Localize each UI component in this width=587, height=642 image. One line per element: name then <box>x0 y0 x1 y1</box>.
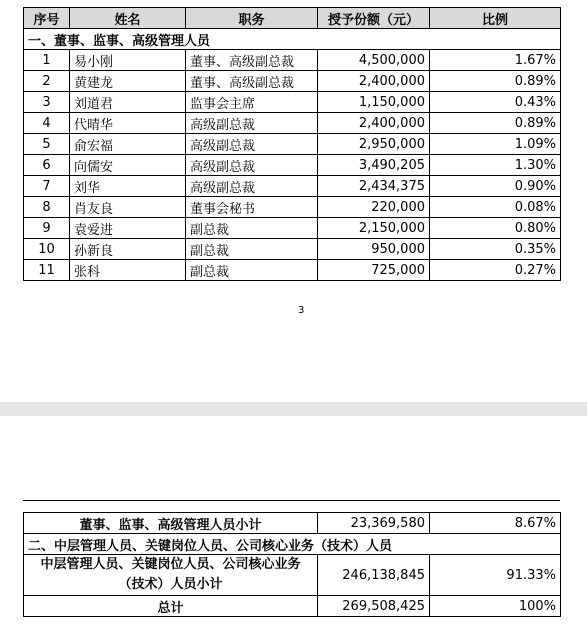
row-ratio: 0.08% <box>430 197 561 218</box>
row-ratio: 0.35% <box>430 239 561 260</box>
total-ratio: 100% <box>430 596 561 617</box>
row-name: 刘道君 <box>70 92 186 113</box>
row-name: 刘华 <box>70 176 186 197</box>
row-name: 向儒安 <box>70 155 186 176</box>
row-position: 副总裁 <box>186 260 318 281</box>
row-ratio: 0.43% <box>430 92 561 113</box>
section2-title: 二、中层管理人员、关键岗位人员、公司核心业务（技术）人员 <box>24 534 561 555</box>
subtotal2-label-line2: （技术）人员小计 <box>118 577 223 592</box>
row-ratio: 0.89% <box>430 71 561 92</box>
subtotal2-shares: 246,138,845 <box>318 555 430 596</box>
table-top-rule <box>23 500 560 501</box>
header-name: 姓名 <box>70 8 186 29</box>
row-no: 11 <box>24 260 70 281</box>
total-label: 总计 <box>24 596 318 617</box>
row-no: 8 <box>24 197 70 218</box>
row-shares: 4,500,000 <box>318 50 430 71</box>
row-shares: 950,000 <box>318 239 430 260</box>
row-shares: 3,490,205 <box>318 155 430 176</box>
row-position: 高级副总裁 <box>186 155 318 176</box>
row-name: 孙新良 <box>70 239 186 260</box>
row-no: 4 <box>24 113 70 134</box>
table-row <box>24 50 561 71</box>
table-row <box>24 197 561 218</box>
page-break <box>0 402 587 416</box>
row-ratio: 1.67% <box>430 50 561 71</box>
row-name: 黄建龙 <box>70 71 186 92</box>
header-no: 序号 <box>24 8 70 29</box>
row-no: 2 <box>24 71 70 92</box>
row-name: 袁爱进 <box>70 218 186 239</box>
row-ratio: 0.27% <box>430 260 561 281</box>
table-row <box>24 134 561 155</box>
row-position: 监事会主席 <box>186 92 318 113</box>
grant-table-part2 <box>23 512 561 617</box>
row-no: 1 <box>24 50 70 71</box>
row-shares: 2,150,000 <box>318 218 430 239</box>
row-name: 易小刚 <box>70 50 186 71</box>
total-shares: 269,508,425 <box>318 596 430 617</box>
header-position: 职务 <box>186 8 318 29</box>
header-shares: 授予份额（元） <box>318 8 430 29</box>
row-position: 高级副总裁 <box>186 113 318 134</box>
section1-title: 一、董事、监事、高级管理人员 <box>24 29 561 50</box>
page-number: 3 <box>298 305 305 316</box>
row-no: 7 <box>24 176 70 197</box>
subtotal-row <box>24 555 561 596</box>
row-position: 董事、高级副总裁 <box>186 50 318 71</box>
row-position: 副总裁 <box>186 218 318 239</box>
row-shares: 1,150,000 <box>318 92 430 113</box>
table-row <box>24 176 561 197</box>
table-row <box>24 113 561 134</box>
row-ratio: 0.80% <box>430 218 561 239</box>
row-shares: 2,434,375 <box>318 176 430 197</box>
row-position: 高级副总裁 <box>186 134 318 155</box>
row-name: 张科 <box>70 260 186 281</box>
row-ratio: 0.89% <box>430 113 561 134</box>
row-name: 俞宏福 <box>70 134 186 155</box>
row-no: 5 <box>24 134 70 155</box>
header-ratio: 比例 <box>430 8 561 29</box>
row-no: 6 <box>24 155 70 176</box>
subtotal2-ratio: 91.33% <box>430 555 561 596</box>
row-shares: 2,950,000 <box>318 134 430 155</box>
table-header-row <box>24 8 561 29</box>
table-row <box>24 239 561 260</box>
row-shares: 725,000 <box>318 260 430 281</box>
row-position: 副总裁 <box>186 239 318 260</box>
row-ratio: 1.30% <box>430 155 561 176</box>
row-shares: 220,000 <box>318 197 430 218</box>
subtotal1-ratio: 8.67% <box>430 513 561 534</box>
subtotal2-label-line1: 中层管理人员、关键岗位人员、公司核心业务 <box>40 557 301 572</box>
row-shares: 2,400,000 <box>318 113 430 134</box>
section-row <box>24 534 561 555</box>
row-name: 代晴华 <box>70 113 186 134</box>
row-no: 10 <box>24 239 70 260</box>
grant-table-part1 <box>23 7 561 281</box>
section-row <box>24 29 561 50</box>
table-row <box>24 218 561 239</box>
row-shares: 2,400,000 <box>318 71 430 92</box>
row-name: 肖友良 <box>70 197 186 218</box>
row-ratio: 0.90% <box>430 176 561 197</box>
row-position: 董事、高级副总裁 <box>186 71 318 92</box>
table-row <box>24 155 561 176</box>
total-row <box>24 596 561 617</box>
table-row <box>24 260 561 281</box>
subtotal2-label <box>24 555 318 596</box>
subtotal-row <box>24 513 561 534</box>
row-no: 3 <box>24 92 70 113</box>
row-no: 9 <box>24 218 70 239</box>
table-row <box>24 71 561 92</box>
subtotal1-label: 董事、监事、高级管理人员小计 <box>24 513 318 534</box>
table-row <box>24 92 561 113</box>
row-position: 高级副总裁 <box>186 176 318 197</box>
subtotal1-shares: 23,369,580 <box>318 513 430 534</box>
row-ratio: 1.09% <box>430 134 561 155</box>
row-position: 董事会秘书 <box>186 197 318 218</box>
